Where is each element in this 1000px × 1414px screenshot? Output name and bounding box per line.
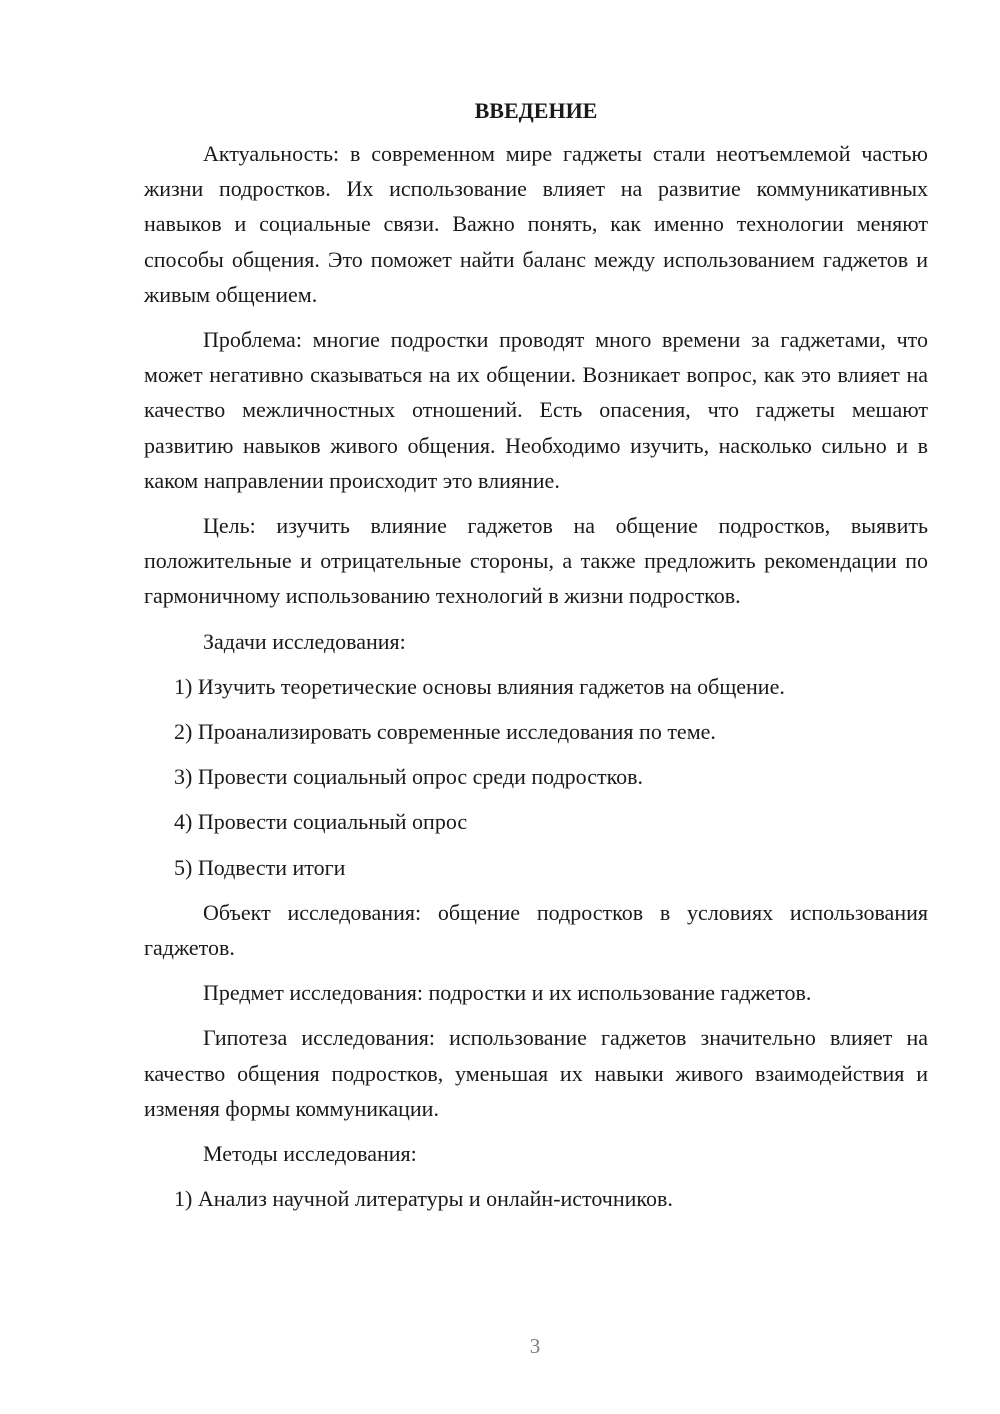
paragraph-goal: Цель: изучить влияние гаджетов на общение подростков, выявить положительные и отрицательные стороны, а также предложить рекомендации по гармоничному использованию технологий в жизни подростков. [144,513,928,609]
paragraph-object: Объект исследования: общение подростков в условиях использования гаджетов. [144,899,928,961]
paragraph-subject: Предмет исследования: подростки и их использование гаджетов. [203,980,812,1006]
list-item: 3) Провести социальный опрос среди подростков. [174,764,644,790]
page-number: 3 [529,1334,541,1358]
list-item: 1) Изучить теоретические основы влияния гаджетов на общение. [174,673,785,699]
paragraph-hypothesis: Гипотеза исследования: использование гаджетов значительно влияет на качество общения подростков, уменьшая их навыки живого взаимодействия и изменяя формы коммуникации. [144,1025,928,1121]
list-item: 2) Проанализировать современные исследования по теме. [174,719,716,745]
list-item: 5) Подвести итоги [174,854,346,880]
section-heading: ВВЕДЕНИЕ [474,98,598,123]
methods-list [144,1181,928,1216]
tasks-list [144,669,928,885]
paragraph-problem: Проблема: многие подростки проводят много времени за гаджетами, что может негативно сказываться на их общении. Возникает вопрос, как это влияет на качество межличностных отношений. Есть опасения, что гаджеты мешают развитию навыков живого общения. Необходимо изучить, насколько сильно и в каком направлении происходит это влияние. [144,327,928,493]
document-page [144,96,928,1226]
methods-label: Методы исследования: [203,1141,417,1167]
tasks-label: Задачи исследования: [203,628,406,654]
list-item: 1) Анализ научной литературы и онлайн-источников. [174,1186,673,1212]
list-item: 4) Провести социальный опрос [174,809,468,835]
paragraph-relevance: Актуальность: в современном мире гаджеты стали неотъемлемой частью жизни подростков. Их использование влияет на развитие коммуникативных навыков и социальные связи. Важно понять, как именно технологии меняют способы общения. Это поможет найти баланс между использованием гаджетов и живым общением. [144,141,928,307]
